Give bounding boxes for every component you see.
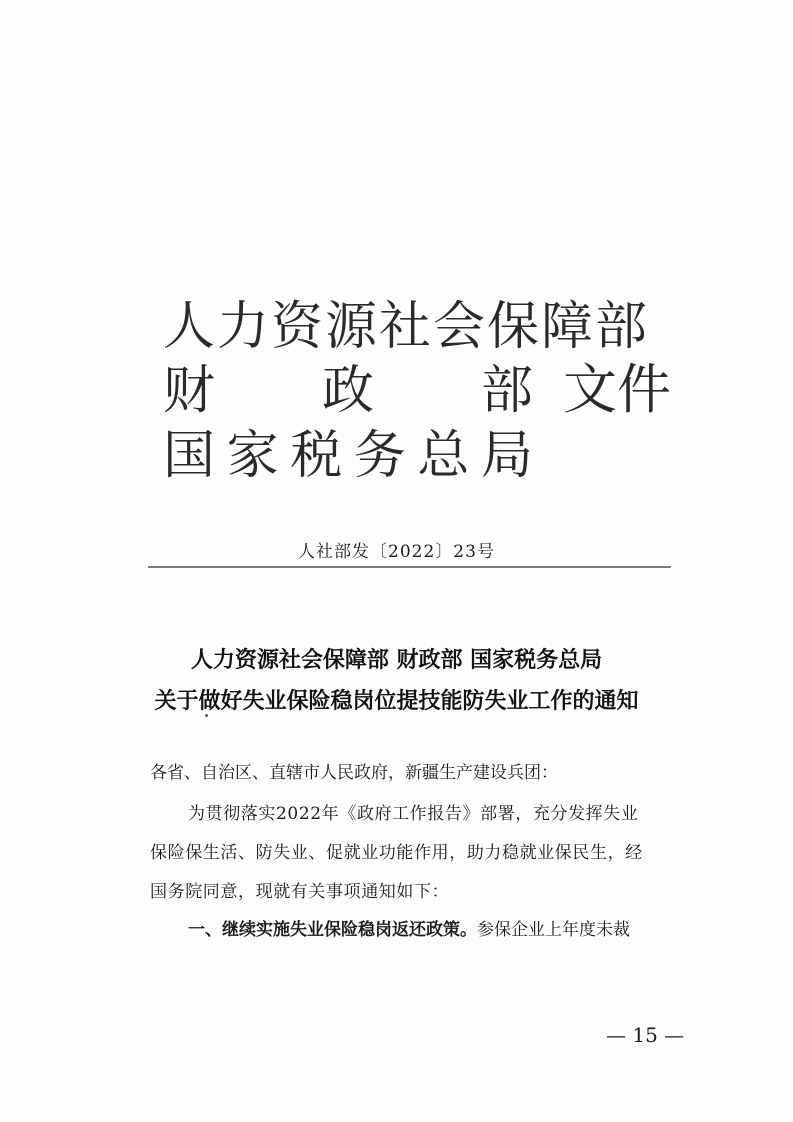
- scan-speck: [205, 714, 208, 717]
- document-number: 人社部发〔2022〕23号: [298, 542, 495, 562]
- issuer-char: 部: [480, 361, 533, 421]
- section-1-line: [188, 922, 708, 939]
- issuer-line-mof: [163, 361, 533, 421]
- page-number: — 15 —: [606, 1023, 685, 1047]
- issuer-line-hrss: 人力资源社会保障部: [163, 297, 650, 357]
- issuer-char: 税: [290, 426, 343, 486]
- header-divider: [148, 566, 671, 568]
- document-title-line-2: 关于做好失业保险稳岗位提技能防失业工作的通知: [154, 689, 639, 714]
- issuer-char: 政: [321, 361, 374, 421]
- section-1-heading: 一、继续实施失业保险稳岗返还政策。: [188, 920, 477, 940]
- issuer-char: 局: [480, 426, 533, 486]
- issuer-char: 家: [226, 426, 279, 486]
- paragraph-line: 保险保生活、防失业、促就业功能作用，助力稳就业保民生，经: [150, 843, 643, 863]
- issuer-char: 务: [353, 426, 406, 486]
- issuer-char: 总: [417, 426, 470, 486]
- paragraph-line: 国务院同意，现就有关事项通知如下：: [150, 882, 450, 902]
- section-1-text: 参保企业上年度未裁: [477, 920, 630, 940]
- document-title-line-1: 人力资源社会保障部 财政部 国家税务总局: [190, 648, 603, 673]
- issuer-char: 国: [163, 426, 216, 486]
- issuer-line-sat: [163, 426, 533, 486]
- issuer-char: 财: [163, 361, 216, 421]
- paragraph-line: 为贯彻落实2022年《政府工作报告》部署，充分发挥失业: [188, 804, 639, 824]
- salutation: 各省、自治区、直辖市人民政府，新疆生产建设兵团：: [150, 763, 558, 783]
- document-type-label: 文件: [563, 358, 671, 421]
